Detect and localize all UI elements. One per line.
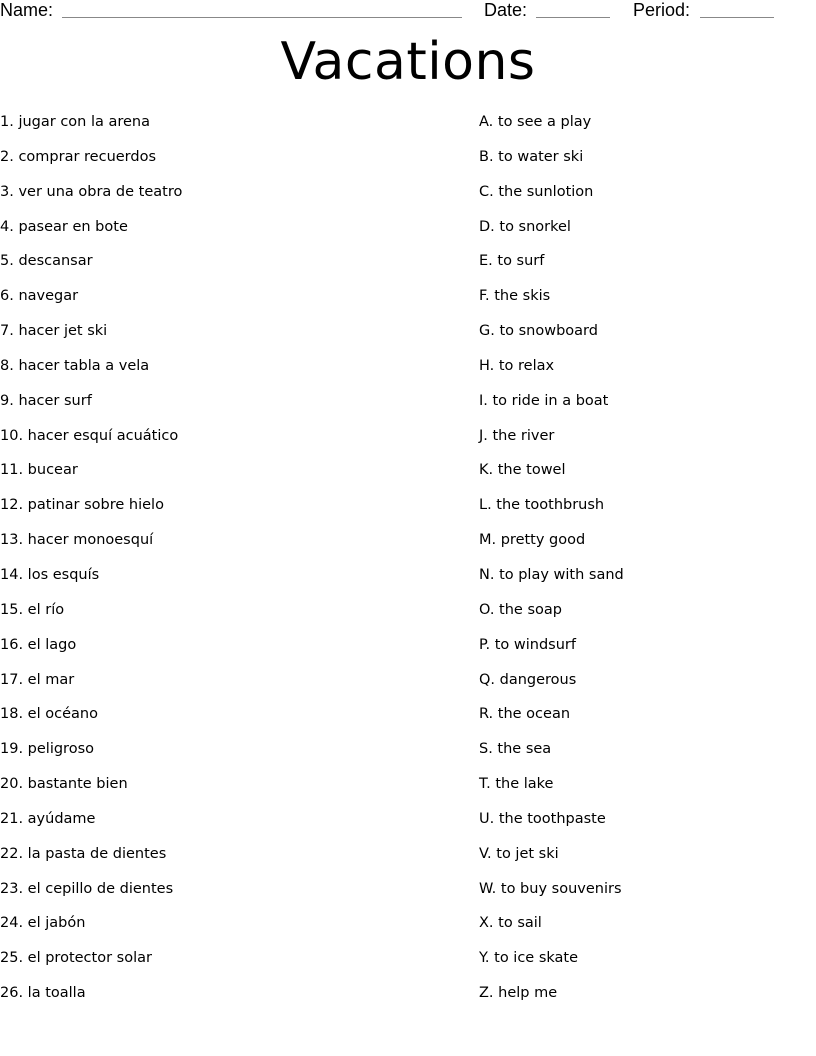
spanish-term-item: 9. hacer surf	[0, 392, 92, 409]
spanish-term-item: 1. jugar con la arena	[0, 114, 151, 130]
date-blank-line[interactable]	[536, 17, 610, 18]
spanish-term-item: 8. hacer tabla a vela	[0, 357, 150, 374]
english-definition-item: Q. dangerous	[479, 671, 577, 688]
spanish-term-item: 5. descansar	[0, 253, 93, 270]
period-blank-line[interactable]	[700, 17, 774, 18]
english-definition-item: P. to windsurf	[479, 636, 576, 653]
spanish-term-item: 20. bastante bien	[0, 776, 128, 793]
english-definition-item: F. the skis	[479, 288, 551, 305]
name-blank-line[interactable]	[62, 17, 462, 18]
english-definition-item: H. to relax	[479, 357, 555, 374]
english-definition-item: K. the towel	[479, 462, 566, 479]
english-definition-item: U. the toothpaste	[479, 810, 606, 827]
english-definitions-column	[479, 111, 809, 1017]
english-definition-item: B. to water ski	[479, 148, 584, 165]
spanish-term-item: 25. el protector solar	[0, 950, 152, 967]
spanish-term-item: 21. ayúdame	[0, 810, 96, 827]
spanish-term-item: 19. peligroso	[0, 741, 94, 758]
spanish-term-item: 3. ver una obra de teatro	[0, 183, 183, 200]
period-label: Period:	[633, 0, 691, 20]
spanish-term-item: 22. la pasta de dientes	[0, 845, 167, 862]
english-definition-item: Y. to ice skate	[479, 950, 579, 967]
english-definition-item: A. to see a play	[479, 114, 592, 130]
spanish-term-item: 12. patinar sobre hielo	[0, 497, 164, 514]
english-definition-item: R. the ocean	[479, 706, 571, 723]
english-definition-item: O. the soap	[479, 601, 562, 618]
english-definition-item: V. to jet ski	[479, 845, 559, 862]
spanish-term-item: 16. el lago	[0, 636, 77, 653]
english-definition-item: E. to surf	[479, 253, 545, 270]
worksheet-title: Vacations	[280, 32, 536, 92]
spanish-term-item: 11. bucear	[0, 462, 78, 479]
spanish-term-item: 6. navegar	[0, 288, 79, 305]
english-definition-item: J. the river	[479, 427, 555, 444]
spanish-term-item: 23. el cepillo de dientes	[0, 880, 174, 897]
english-definition-item: M. pretty good	[479, 532, 586, 549]
english-definition-item: W. to buy souvenirs	[479, 880, 622, 897]
english-definition-item: Z. help me	[479, 985, 558, 1002]
spanish-term-item: 4. pasear en bote	[0, 218, 128, 235]
english-definition-item: C. the sunlotion	[479, 183, 594, 200]
name-label: Name:	[0, 0, 54, 20]
spanish-term-item: 15. el río	[0, 601, 65, 618]
english-definition-item: S. the sea	[479, 741, 552, 758]
english-definition-item: N. to play with sand	[479, 566, 624, 583]
spanish-term-item: 24. el jabón	[0, 915, 86, 932]
spanish-term-item: 14. los esquís	[0, 566, 100, 583]
english-definition-item: G. to snowboard	[479, 323, 598, 340]
spanish-term-item: 17. el mar	[0, 671, 75, 688]
spanish-term-item: 7. hacer jet ski	[0, 323, 108, 340]
spanish-term-item: 26. la toalla	[0, 985, 86, 1002]
english-definition-item: I. to ride in a boat	[479, 392, 609, 409]
spanish-term-item: 13. hacer monoesquí	[0, 532, 154, 549]
english-definition-item: T. the lake	[479, 776, 554, 793]
english-definition-item: X. to sail	[479, 915, 542, 932]
english-definition-item: L. the toothbrush	[479, 497, 605, 514]
worksheet-header	[0, 0, 816, 22]
spanish-terms-column	[0, 111, 460, 1017]
spanish-term-item: 2. comprar recuerdos	[0, 148, 157, 165]
spanish-term-item: 10. hacer esquí acuático	[0, 427, 179, 444]
english-definition-item: D. to snorkel	[479, 218, 571, 235]
spanish-term-item: 18. el océano	[0, 706, 98, 723]
date-label: Date:	[484, 0, 528, 20]
